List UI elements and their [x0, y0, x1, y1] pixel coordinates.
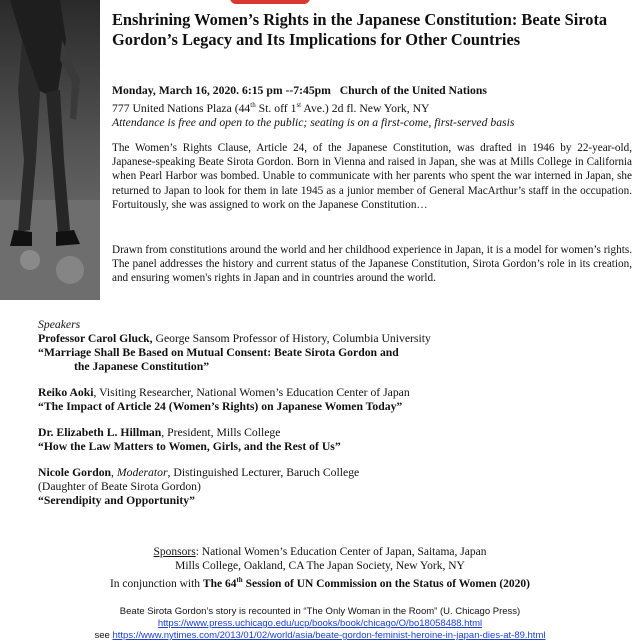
speaker-item — [38, 332, 628, 374]
speaker-name: Professor Carol Gluck, — [38, 332, 153, 345]
paragraph-2: Drawn from constitutions around the world and her childhood experience in Japan, it is a model for women’s rights. The panel addresses the history and current status of the Japanese Constitution, Sirota Gordon’s role in its creation, and ensuring women's rights in Japan and in countries around the world. — [112, 244, 632, 285]
speakers-label: Speakers — [38, 318, 81, 331]
book-note: Beate Sirota Gordon’s story is recounted in “The Only Woman in the Room” (U. Chicago Press) — [119, 606, 521, 617]
event-details — [112, 84, 632, 130]
talk-title: “The Impact of Article 24 (Women’s Rights) on Japanese Women Today” — [38, 400, 403, 413]
speaker-role: , Visiting Researcher, National Women’s Education Center of Japan — [93, 386, 410, 399]
speaker-item: Nicole Gordon, Moderator, Distinguished Lecturer, Baruch College (Daughter of Beate Sirota Gordon) “Serendipity and Opportunity” — [38, 466, 628, 508]
article-link[interactable]: https://www.nytimes.com/2013/01/02/world/asia/beate-gordon-feminist-heroine-in-japan-dies-at-89.html — [112, 630, 546, 641]
speaker-name: Nicole Gordon — [38, 466, 112, 479]
speakers-section — [38, 318, 628, 520]
book-link[interactable]: https://www.press.uchicago.edu/ucp/books/book/chicago/O/bo18058488.html — [157, 618, 483, 629]
paragraph-1: The Women’s Rights Clause, Article 24, of the Japanese Constitution, was drafted in 1946 by 22-year-old, Japanese-speaking Beate Sirota Gordon. Born in Vienna and raised in Japan, she was at Mills College in California when Pearl Harbor was bombed. Unable to communicate with her parents who spent the war interned in Japan, she returned to Japan to look for them in late 1945 as a junior member of General MacArthur’s staff in the occupation. Fortuitously, she was assigned to work on the Japanese Constitution… — [112, 142, 632, 211]
red-accent-bar — [230, 0, 310, 4]
sponsor-line-1: : National Women’s Education Center of Japan, Saitama, Japan — [195, 546, 487, 558]
beate-sirota-gordon-photo — [0, 0, 100, 300]
event-venue: Church of the United Nations — [339, 84, 487, 97]
talk-title: “Serendipity and Opportunity” — [38, 494, 195, 507]
speaker-role: , President, Mills College — [161, 426, 281, 439]
attendance-note: Attendance is free and open to the public; seating is on a first-come, first-served basis — [112, 115, 515, 129]
speaker-role-italic: Moderator — [116, 466, 168, 479]
sponsor-line-2: Mills College, Oakland, CA The Japan Society, New York, NY — [175, 560, 465, 572]
event-title: Enshrining Women’s Rights in the Japanese Constitution: Beate Sirota Gordon’s Legacy and Its Implications for Other Countries — [112, 10, 608, 49]
speaker-name: Dr. Elizabeth L. Hillman — [38, 426, 162, 439]
footer: Beate Sirota Gordon’s story is recounted in “The Only Woman in the Room” (U. Chicago Press) https://www.press.uchicago.edu/ucp/books/book/chicago/O/bo18058488.html see https://www.nytimes.com/2013/01/02/world/asia/beate-gordon-feminist-heroine-in-japan-dies-at-89.html — [0, 606, 640, 642]
sponsors-label: Sponsors — [153, 546, 196, 558]
talk-title: “How the Law Matters to Women, Girls, and the Rest of Us” — [38, 440, 341, 453]
speaker-note: (Daughter of Beate Sirota Gordon) — [38, 480, 201, 493]
speaker-name: Reiko Aoki — [38, 386, 94, 399]
event-address: 777 United Nations Plaza (44th St. off 1st Ave.) 2d fl. New York, NY — [112, 101, 430, 115]
sponsor-line-3: In conjunction with The 64th Session of UN Commission on the Status of Women (2020) — [109, 576, 531, 590]
talk-title: “Marriage Shall Be Based on Mutual Consent: Beate Sirota Gordon and the Japanese Constitution” — [38, 346, 399, 373]
sponsors-section — [0, 545, 640, 591]
speaker-item — [38, 386, 628, 414]
event-datetime: Monday, March 16, 2020. 6:15 pm --7:45pm — [112, 84, 331, 97]
speaker-role: George Sansom Professor of History, Columbia University — [152, 332, 431, 345]
speaker-item — [38, 426, 628, 454]
speaker-role: , Distinguished Lecturer, Baruch College — [167, 466, 360, 479]
